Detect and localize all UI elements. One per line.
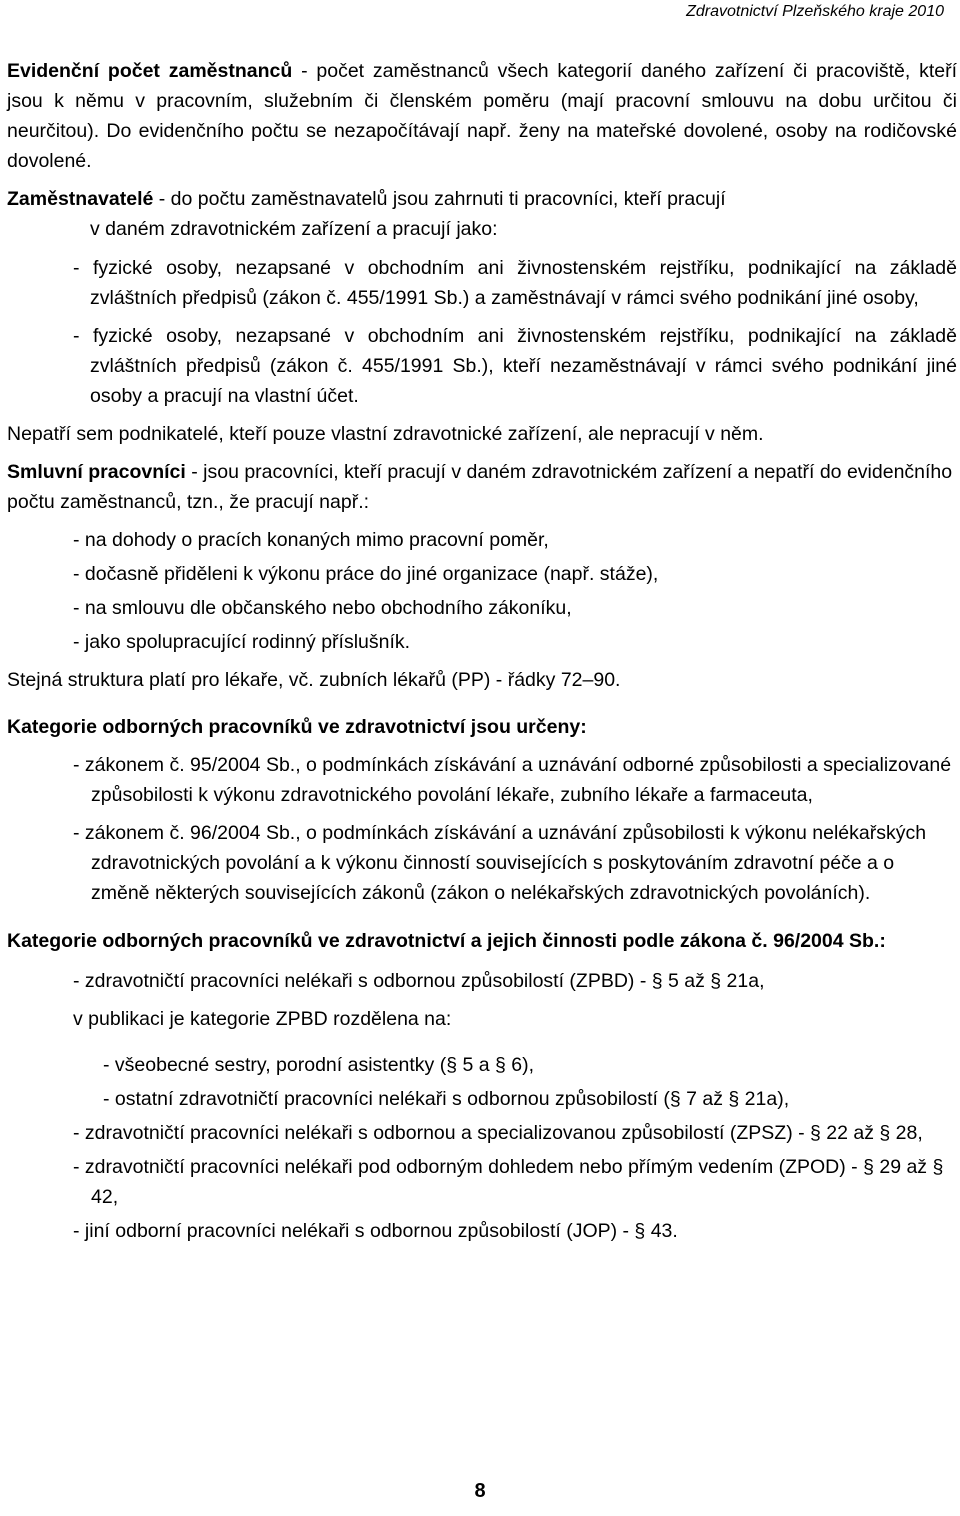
definition-text: - počet zaměstnanců všech kategorií daného zařízení či pracoviště, kteří jsou k němu v pracovním, služebním či členském poměru (mají pracovní smlouvu na dobu určitou či neurčitou). Do evidenčního počtu se nezapočítávají např. ženy na mateřské dovolené, osoby na rodičovské dovolené.	[7, 60, 957, 172]
section-heading-kategorie-cinnosti: Kategorie odborných pracovníků ve zdravotnictví a jejich činnosti podle zákona č. 96/2004 Sb.:	[7, 930, 886, 952]
definition-text: - jsou pracovníci, kteří pracují v daném zdravotnickém zařízení a nepatří do evidenčního počtu zaměstnanců, tzn., že pracují např.:	[7, 461, 953, 513]
list-item: - na dohody o pracích konaných mimo pracovní poměr,	[73, 529, 549, 551]
law-item: - zákonem č. 95/2004 Sb., o podmínkách získávání a uznávání odborné způsobilosti a specializované způsobilosti k výkonu zdravotnického povolání lékaře, zubního lékaře a farmaceuta,	[73, 754, 952, 806]
term-evidencni-pocet: Evidenční počet zaměstnanců	[7, 60, 293, 82]
list-item: - dočasně přiděleni k výkonu práce do jiné organizace (např. stáže),	[73, 563, 659, 585]
category-item: - zdravotničtí pracovníci nelékaři s odbornou a specializovanou způsobilostí (ZPSZ) - § 22 až § 28,	[73, 1122, 923, 1144]
document-body	[7, 56, 957, 1246]
paragraph-nepatri: Nepatří sem podnikatelé, kteří pouze vlastní zdravotnické zařízení, ale nepracují v něm.	[7, 423, 764, 445]
category-item: - jiní odborní pracovníci nelékaři s odbornou způsobilostí (JOP) - § 43.	[73, 1220, 678, 1242]
paragraph-stejna-struktura: Stejná struktura platí pro lékaře, vč. zubních lékařů (PP) - řádky 72–90.	[7, 669, 621, 691]
category-item: - zdravotničtí pracovníci nelékaři s odbornou způsobilostí (ZPBD) - § 5 až § 21a,	[73, 970, 765, 992]
definition-text: - do počtu zaměstnavatelů jsou zahrnuti ti pracovníci, kteří pracují	[153, 188, 726, 210]
paragraph-zamestnavatele	[7, 184, 957, 214]
paragraph-evidencni-pocet	[7, 56, 957, 176]
list-item: - jako spolupracující rodinný příslušník.	[73, 631, 411, 653]
subcategory-item: - ostatní zdravotničtí pracovníci nelékaři s odbornou způsobilostí (§ 7 až § 21a),	[103, 1088, 790, 1110]
page-number: 8	[474, 1480, 486, 1502]
category-item: - zdravotničtí pracovníci nelékaři pod odborným dohledem nebo přímým vedením (ZPOD) - § 29 až § 42,	[73, 1156, 944, 1208]
term-zamestnavatele: Zaměstnavatelé	[7, 188, 154, 210]
law-item: - zákonem č. 96/2004 Sb., o podmínkách získávání a uznávání způsobilosti k výkonu nelékařských zdravotnických povolání a k výkonu činností souvisejících s poskytováním zdravotní péče a o změně některých souvisejících zákonů (zákon o nelékařských zdravotnických povoláních).	[73, 822, 927, 904]
term-smluvni-pracovnici: Smluvní pracovníci	[7, 461, 186, 483]
paragraph-continuation: v daném zdravotnickém zařízení a pracují jako:	[90, 218, 498, 240]
page-header: Zdravotnictví Plzeňského kraje 2010	[686, 3, 944, 20]
category-note: v publikaci je kategorie ZPBD rozdělena na:	[73, 1008, 452, 1030]
section-heading-kategorie: Kategorie odborných pracovníků ve zdravotnictví jsou určeny:	[7, 716, 587, 738]
list-item: - na smlouvu dle občanského nebo obchodního zákoníku,	[73, 597, 572, 619]
paragraph-smluvni	[7, 457, 957, 517]
list-item: - fyzické osoby, nezapsané v obchodním ani živnostenském rejstříku, podnikající na základě zvláštních předpisů (zákon č. 455/1991 Sb.), kteří nezaměstnávají v rámci svého podnikání jiné osoby a pracují na vlastní účet.	[73, 325, 957, 407]
subcategory-item: - všeobecné sestry, porodní asistentky (§ 5 a § 6),	[103, 1054, 535, 1076]
list-item: - fyzické osoby, nezapsané v obchodním ani živnostenském rejstříku, podnikající na základě zvláštních předpisů (zákon č. 455/1991 Sb.) a zaměstnávají v rámci svého podnikání jiné osoby,	[73, 257, 957, 309]
